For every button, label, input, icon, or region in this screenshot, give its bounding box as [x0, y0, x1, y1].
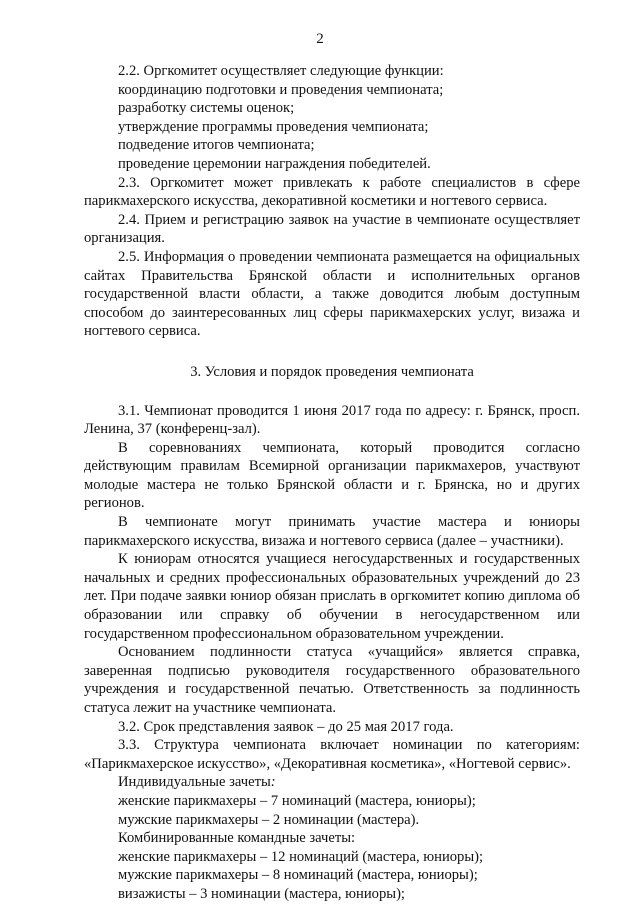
paragraph-competitions: В соревнованиях чемпионата, который проводится согласно действующим правилам Всемирной организации парикмахеров, участвуют молодые мастера не только Брянской области и г. Брянска, но и других регионов.	[84, 439, 580, 512]
list-item: координацию подготовки и проведения чемпионата;	[118, 81, 444, 98]
list-item: мужские парикмахеры – 8 номинаций (мастера, юниоры);	[118, 867, 478, 884]
paragraph-participants: В чемпионате могут принимать участие мастера и юниоры парикмахерского искусства, визажа и ногтевого сервиса (далее – участники).	[84, 514, 580, 549]
individual-label-text: Индивидуальные зачеты	[118, 774, 271, 791]
paragraph-3-1: 3.1. Чемпионат проводится 1 июня 2017 года по адресу: г. Брянск, просп. Ленина, 37 (конференц-зал).	[84, 402, 580, 438]
paragraph-3-2: 3.2. Срок представления заявок – до 25 мая 2017 года.	[118, 718, 454, 735]
paragraph-2-4: 2.4. Прием и регистрацию заявок на участие в чемпионате осуществляет организация.	[84, 211, 580, 247]
paragraph-2-3: 2.3. Оргкомитет может привлекать к работе специалистов в сфере парикмахерского искусства, декоративной косметики и ногтевого сервиса.	[84, 174, 580, 210]
list-item: визажисты – 3 номинации (мастера, юниоры);	[118, 885, 405, 902]
individual-label-colon: :	[270, 774, 276, 791]
page-number: 2	[316, 31, 324, 47]
list-item: утверждение программы проведения чемпионата;	[118, 118, 429, 135]
list-item: женские парикмахеры – 7 номинаций (мастера, юниоры);	[118, 792, 476, 809]
paragraph-2-2: 2.2. Оргкомитет осуществляет следующие функции:	[118, 63, 444, 79]
paragraph-juniors: К юниорам относятся учащиеся негосударственных и государственных начальных и средних профессиональных образовательных учреждений до 23 лет. При подаче заявки юниор обязан прислать в оргкомитет копию диплома об образовании или справку об обучении в негосударственном или государственном профессиональном образовательном учреждении.	[84, 551, 580, 642]
paragraph-2-5: 2.5. Информация о проведении чемпионата размещается на официальных сайтах Правительства Брянской области и исполнительных органов государственной власти области, а также доводится любым доступным способом до заинтересованных лиц сферы парикмахерских услуг, визажа и ногтевого сервиса.	[84, 248, 580, 340]
paragraph-3-3: 3.3. Структура чемпионата включает номинации по категориям: «Парикмахерское искусство», «Декоративная косметика», «Ногтевой сервис».	[84, 737, 580, 772]
individual-label	[84, 773, 580, 792]
team-label: Комбинированные командные зачеты:	[118, 830, 356, 847]
paragraph-status: Основанием подлинности статуса «учащийся» является справка, заверенная подписью руководителя государственного образовательного учреждения и государственной печатью. Ответственность за подлинность статуса лежит на участнике чемпионата.	[84, 644, 580, 716]
list-item: разработку системы оценок;	[118, 100, 295, 117]
section-title: 3. Условия и порядок проведения чемпионата	[190, 363, 474, 380]
list-item: подведение итогов чемпионата;	[118, 137, 315, 154]
list-item: женские парикмахеры – 12 номинаций (мастера, юниоры);	[118, 848, 484, 865]
document-body	[84, 62, 580, 904]
list-item: мужские парикмахеры – 2 номинации (мастера).	[118, 811, 420, 828]
list-item: проведение церемонии награждения победителей.	[118, 155, 431, 172]
